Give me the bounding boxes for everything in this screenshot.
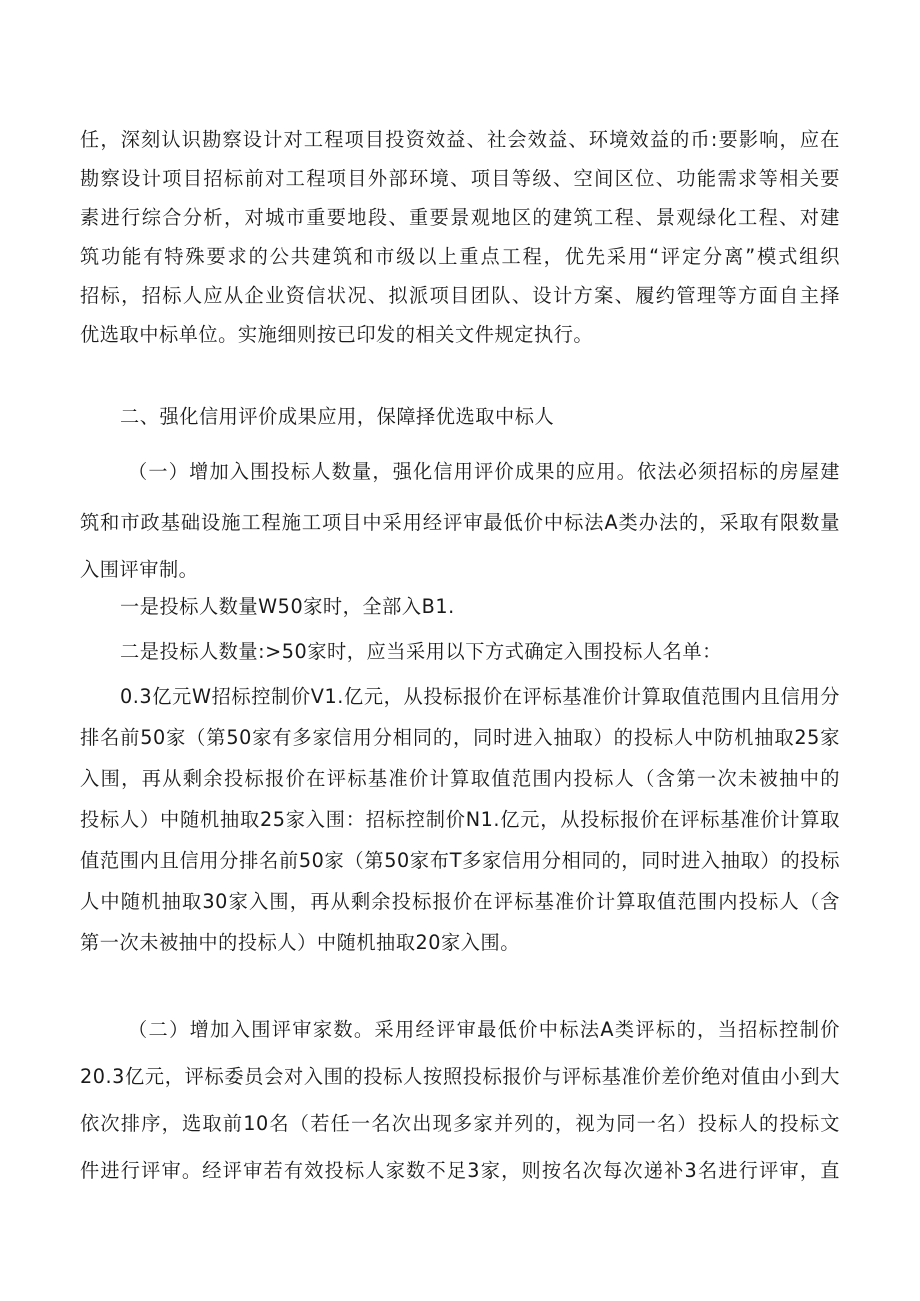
text-line: 筑和市政基础设施工程施工项目中采用经评审最低价中标法A类办法的，采取有限数量 [80,511,840,534]
text-line: 优选取中标单位。实施细则按已印发的相关文件规定执行。 [80,323,594,346]
text-line: 依次排序，选取前10名（若任一名次出现多家并列的，视为同一名）投标人的投标文 [80,1112,840,1135]
text-line: 投标人）中随机抽取25家入围：招标控制价N1.亿元，从投标报价在评标基准价计算取 [80,808,840,831]
text-line: 素进行综合分析，对城市重要地段、重要景观地区的建筑工程、景观绿化工程、对建 [80,206,840,229]
paragraph-increase-bidders [80,452,840,589]
paragraph-survey-design [80,120,840,354]
text-line: 第一次未被抽中的投标人）中随机抽取20家入围。 [80,931,521,954]
text-line: 20.3亿元，评标委员会对入围的投标人按照投标报价与评标基准价差价绝对值由小到大 [80,1065,840,1088]
section-heading-two [80,397,880,436]
text-line: 值范围内且信用分排名前50家（第50家布T多家信用分相同的，同时进入抽取）的投标 [80,849,840,872]
text-line: （二）增加入围评审家数。采用经评审最低价中标法A类评标的，当招标控制价 [128,1018,840,1041]
text-line: 入围，再从剩余投标报价在评标基准价计算取值范围内投标人（含第一次未被抽中的 [80,767,840,790]
text-line: 0.3亿元W招标控制价V1.亿元，从投标报价在评标基准价计算取值范围内且信用分 [120,685,840,708]
paragraph-case-two [80,632,880,671]
text-line: 招标，招标人应从企业资信状况、拟派项目团队、设计方案、履约管理等方面自主择 [80,284,840,307]
text-line: 一是投标人数量W50家时，全部入B1. [120,595,455,618]
text-line: 勘察设计项目招标前对工程项目外部环境、项目等级、空间区位、功能需求等相关要 [80,167,840,190]
text-line: 人中随机抽取30家入围，再从剩余投标报价在评标基准价计算取值范围内投标人（含 [80,890,840,913]
text-line: 件进行评审。经评审若有效投标人家数不足3家，则按名次每次递补3名进行评审，直 [80,1159,840,1182]
paragraph-case-one [80,587,880,626]
paragraph-selection-rules [80,677,840,962]
text-line: （一）增加入围投标人数量，强化信用评价成果的应用。依法必须招标的房屋建 [128,460,840,483]
text-line: 任，深刻认识勘察设计对工程项目投资效益、社会效益、环境效益的币:要影响，应在 [80,128,840,151]
text-line: 筑功能有特殊要求的公共建筑和市级以上重点工程，优先采用“评定分离”模式组织 [80,245,840,268]
text-line: 二是投标人数量:>50家时，应当采用以下方式确定入围投标人名单： [120,640,722,663]
heading-line: 二、强化信用评价成果应用，保障择优选取中标人 [120,405,555,428]
paragraph-increase-review [80,1010,840,1190]
text-line: 排名前50家（第50家有多家信用分相同的，同时进入抽取）的投标人中防机抽取25家 [80,726,840,749]
text-line: 入围评审制。 [80,558,199,581]
